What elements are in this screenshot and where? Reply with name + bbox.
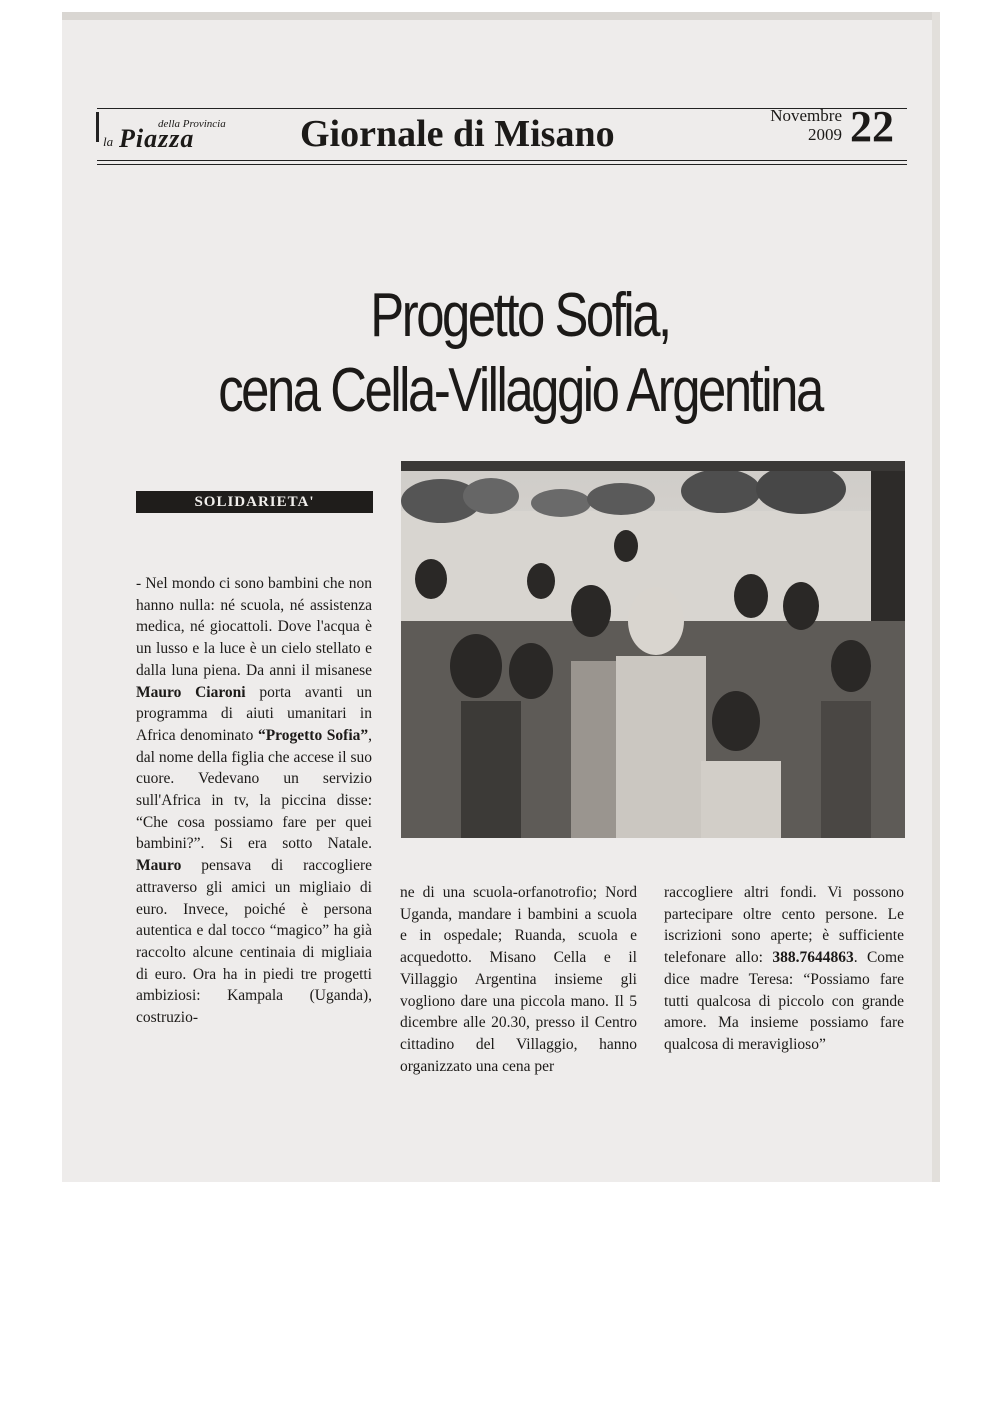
article-column-2 [400,882,637,1077]
article-column-1 [136,573,372,1029]
col3-phone-number: 388.7644863 [772,949,854,967]
headline-line-1: Progetto Sofia, [370,281,670,350]
issue-month: Novembre [770,106,842,125]
col1-text-3: , dal nome della figlia che accese il suo cuore. Vedevano un servizio sull'Africa in tv, la piccina disse: “Che cosa possiamo fare per quei bambini?”. Si era sotto Natale. [136,726,373,853]
col1-text-4: pensava di raccogliere attraverso gli amici un migliaio di euro. Invece, poiché è persona autentica e dal tocco “magico” ha già raccolto alcune centinaia di migliaia di euro. Ora ha in piedi tre progetti ambiziosi: Kampala (Uganda), costruzio- [136,857,372,1027]
masthead-title: Giornale di Misano [300,113,615,155]
scan-edge-top [62,12,940,20]
col2-text: ne di una scuola-orfanotrofio; Nord Uganda, mandare i bambini a scuola e in ospedale; Ruanda, scuola e acquedotto. Misano Cella e il Villaggio Argentina insieme gli vogliono dare una piccola mano. Il 5 dicembre alle 20.30, presso il Centro cittadino del Villaggio, hanno organizzato una cena per [400,884,637,1075]
logo-della-provincia: della Provincia [158,118,226,130]
issue-date [752,106,842,144]
header-vertical-bar [96,112,99,142]
col1-text-1: - Nel mondo ci sono bambini che non hanno nulla: né scuola, né assistenza medica, né giocattoli. Dove l'acqua è un lusso e la luce è un cielo stellato e dalla luna piena. Da anni il misanese [136,575,372,679]
article-headline [143,278,897,428]
section-kicker: SOLIDARIETA' [136,491,373,513]
col1-text-2: porta avanti un programma di aiuti umanitari in Africa denominato [136,683,372,744]
col1-mauro: Mauro [136,857,182,875]
logo-piazza: Piazza [119,124,195,153]
page-number: 22 [850,102,894,151]
scan-edge-right [932,12,940,1182]
headline-line-2: cena Cella-Villaggio Argentina [218,356,822,425]
header-rule-bottom-2 [97,164,907,165]
logo-la: la [103,134,114,149]
article-photo [401,461,905,838]
issue-year: 2009 [808,125,842,144]
header-rule-bottom [97,160,907,161]
col3-text-2: . Come dice madre Teresa: “Possiamo fare tutti qualcosa di piccolo con grande amore. Ma insieme possiamo fare qualcosa di meraviglioso” [664,949,904,1053]
col1-progetto-sofia: “Progetto Sofia” [257,726,369,744]
article-column-3 [664,882,904,1056]
newspaper-logo [103,118,253,158]
children-photo-illustration [401,461,905,838]
col3-text-1: raccogliere altri fondi. Vi possono partecipare oltre cento persone. Le iscrizioni sono aperte; è sufficiente telefonare allo: [664,884,904,967]
col1-name-mauro-ciaroni: Mauro Ciaroni [136,683,246,701]
